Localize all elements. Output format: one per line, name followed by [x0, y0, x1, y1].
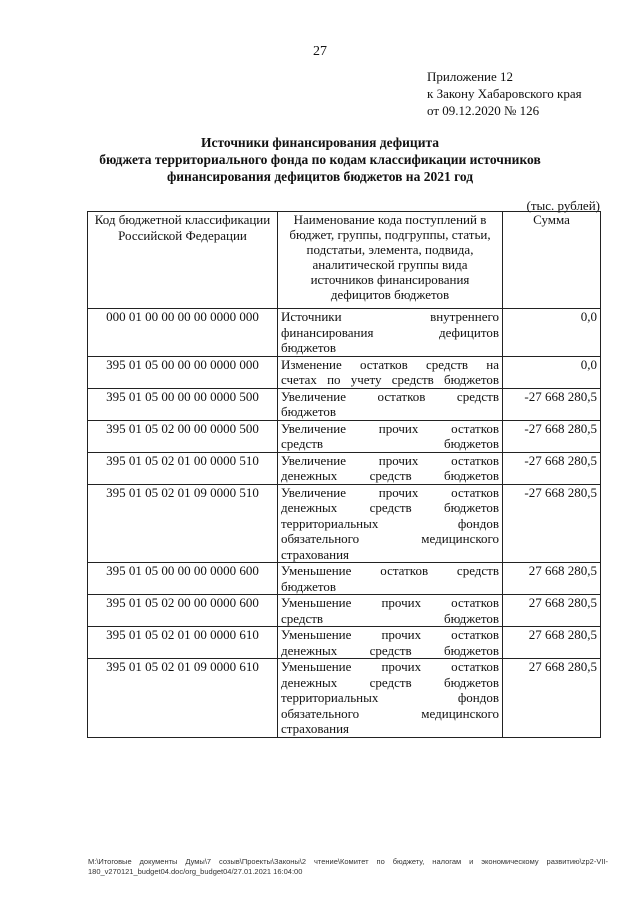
- table-row: [88, 309, 601, 357]
- cell-name-line: Уменьшение прочих остатков: [281, 659, 499, 674]
- table-header-row: [88, 212, 601, 309]
- cell-name-line: денежных средств бюджетов: [281, 468, 499, 483]
- appendix-line: к Закону Хабаровского края: [427, 86, 582, 101]
- sources-table: [87, 211, 601, 738]
- cell-name-line: финансирования дефицитов: [281, 324, 499, 340]
- cell-name-line: денежных средств бюджетов: [281, 500, 499, 515]
- cell-sum: 27 668 280,5: [503, 659, 601, 738]
- cell-code: 395 01 05 02 01 00 0000 610: [88, 627, 278, 659]
- cell-name: [278, 659, 503, 738]
- cell-code: 395 01 05 00 00 00 0000 600: [88, 563, 278, 595]
- table-row: [88, 595, 601, 627]
- cell-name: [278, 388, 503, 420]
- cell-sum: 0,0: [503, 356, 601, 388]
- cell-name-line: денежных средств бюджетов: [281, 642, 499, 658]
- cell-name: [278, 452, 503, 484]
- table-row: [88, 563, 601, 595]
- cell-name-line: бюджетов: [281, 340, 337, 355]
- cell-name-line: Уменьшение прочих остатков: [281, 627, 499, 642]
- cell-name-line: страхования: [281, 546, 350, 562]
- cell-name: [278, 595, 503, 627]
- cell-code: 395 01 05 02 01 09 0000 510: [88, 484, 278, 563]
- cell-code: 395 01 05 02 00 00 0000 600: [88, 595, 278, 627]
- cell-name-line: территориальных фондов: [281, 690, 499, 705]
- cell-name-line: Увеличение прочих остатков: [281, 452, 499, 468]
- cell-name-line: Уменьшение остатков средств: [281, 563, 499, 578]
- cell-name-line: бюджетов: [281, 578, 337, 594]
- cell-code: 395 01 05 02 00 00 0000 500: [88, 420, 278, 452]
- table-row: [88, 452, 601, 484]
- cell-name-line: средств бюджетов: [281, 610, 499, 626]
- cell-code: 000 01 00 00 00 00 0000 000: [88, 309, 278, 357]
- cell-name-line: денежных средств бюджетов: [281, 674, 499, 690]
- page-number: 27: [313, 44, 327, 59]
- cell-name: [278, 356, 503, 388]
- cell-code: 395 01 05 02 01 09 0000 610: [88, 659, 278, 738]
- table-row: [88, 420, 601, 452]
- footer-line: 180_v270121_budget04.doc/org_budget04/27.01.2021 16:04:00: [88, 867, 303, 876]
- appendix-block: [427, 68, 582, 119]
- title-line: финансирования дефицитов бюджетов на 2021 год: [166, 169, 474, 184]
- cell-sum: -27 668 280,5: [503, 484, 601, 563]
- cell-name-line: Увеличение остатков средств: [281, 388, 499, 404]
- cell-name: [278, 309, 503, 357]
- title-line: Источники финансирования дефицита: [200, 135, 440, 150]
- cell-sum: 27 668 280,5: [503, 563, 601, 595]
- cell-name: [278, 420, 503, 452]
- header-name: Наименование кода поступлений в бюджет, группы, подгруппы, статьи, подстатьи, элемента, подвида, аналитической группы вида источников финансирования дефицитов бюджетов: [278, 212, 503, 309]
- cell-code: 395 01 05 00 00 00 0000 000: [88, 356, 278, 388]
- cell-name-line: счетах по учету средств бюджетов: [281, 372, 499, 387]
- cell-name-line: обязательного медицинского: [281, 531, 499, 546]
- cell-sum: -27 668 280,5: [503, 420, 601, 452]
- cell-name-line: обязательного медицинского: [281, 705, 499, 721]
- file-path-footer: [88, 857, 608, 877]
- cell-name-line: Увеличение прочих остатков: [281, 484, 499, 500]
- header-code: Код бюджетной классификации Российской Федерации: [88, 212, 278, 309]
- cell-code: 395 01 05 02 01 00 0000 510: [88, 452, 278, 484]
- cell-code: 395 01 05 00 00 00 0000 500: [88, 388, 278, 420]
- table-row: [88, 388, 601, 420]
- cell-name: [278, 484, 503, 563]
- cell-sum: -27 668 280,5: [503, 388, 601, 420]
- cell-name-line: Уменьшение прочих остатков: [281, 595, 499, 610]
- cell-name-line: Источники внутреннего: [281, 309, 499, 324]
- unit-label: (тыс. рублей): [526, 198, 600, 213]
- cell-name: [278, 563, 503, 595]
- table-row: [88, 356, 601, 388]
- header-sum: Сумма: [503, 212, 601, 309]
- document-title: [60, 134, 580, 185]
- cell-name-line: Увеличение прочих остатков: [281, 420, 499, 436]
- cell-name-line: бюджетов: [281, 404, 337, 419]
- table-row: [88, 659, 601, 738]
- cell-name-line: территориальных фондов: [281, 515, 499, 531]
- table-row: [88, 627, 601, 659]
- cell-name-line: средств бюджетов: [281, 436, 499, 451]
- cell-sum: 0,0: [503, 309, 601, 357]
- appendix-line: Приложение 12: [427, 69, 514, 84]
- cell-sum: 27 668 280,5: [503, 595, 601, 627]
- cell-name-line: Изменение остатков средств на: [281, 356, 499, 372]
- table-row: [88, 484, 601, 563]
- footer-line: M:\Итоговые документы Думы\7 созыв\Проекты\Законы\2 чтение\Комитет по бюджету, налогам и экономическому развитию\zp2-VII-: [88, 857, 608, 866]
- cell-sum: -27 668 280,5: [503, 452, 601, 484]
- cell-sum: 27 668 280,5: [503, 627, 601, 659]
- cell-name-line: страхования: [281, 721, 350, 736]
- appendix-line: от 09.12.2020 № 126: [427, 103, 540, 118]
- title-line: бюджета территориального фонда по кодам классификации источников: [99, 152, 541, 167]
- cell-name: [278, 627, 503, 659]
